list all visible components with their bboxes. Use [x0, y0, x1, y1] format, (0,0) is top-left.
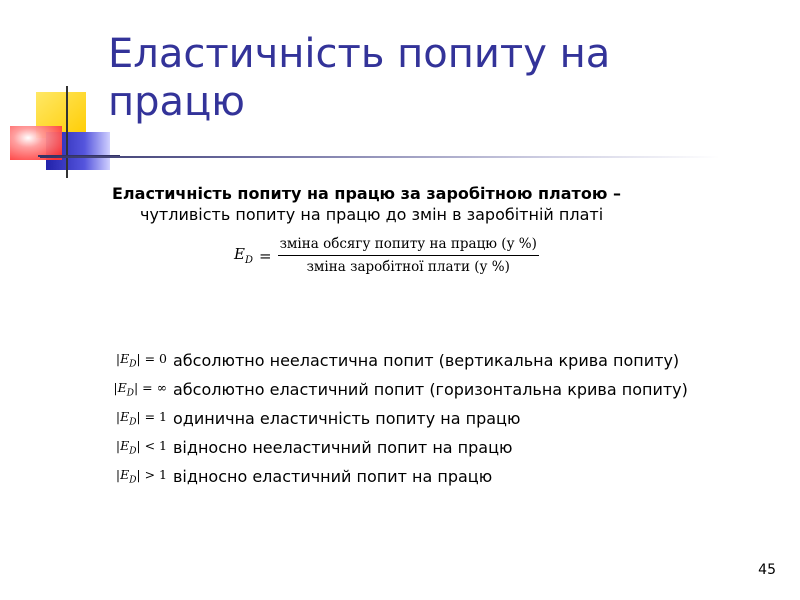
list-item — [97, 375, 777, 404]
list-item — [97, 433, 777, 462]
definition-term: Еластичність попиту на працю за заробітною платою – — [112, 184, 621, 203]
slide-title: Еластичність попиту на працю — [108, 31, 611, 125]
case-condition: $|E_D| = 1$ — [115, 409, 167, 428]
formula-numerator: зміна обсягу попиту на працю (у %) — [278, 236, 539, 256]
deco-red-square — [10, 126, 62, 160]
formula-lhs: $E_D$ — [234, 245, 253, 266]
case-condition: $|E_D|$ = ∞ — [113, 380, 167, 399]
list-item — [97, 346, 777, 375]
definition-text: чутливість попиту на працю до змін в заробітній платі — [140, 205, 604, 224]
definition-block — [112, 183, 752, 225]
case-condition: $|E_D| < 1$ — [115, 438, 167, 457]
elasticity-formula — [234, 236, 539, 275]
formula-equals: = — [258, 246, 272, 265]
case-description: відносно нееластичний попит на працю — [173, 438, 513, 457]
list-item — [97, 462, 777, 491]
slide-corner-decoration — [0, 0, 120, 190]
case-description: абсолютно нееластична попит (вертикальна крива попиту) — [173, 351, 680, 370]
page-number: 45 — [758, 562, 776, 578]
list-item — [97, 404, 777, 433]
formula-fraction — [278, 236, 539, 275]
case-description: відносно еластичний попит на працю — [173, 467, 493, 486]
case-condition: $|E_D| = 0$ — [115, 351, 167, 370]
title-divider — [40, 156, 720, 158]
case-description: абсолютно еластичний попит (горизонтальна крива попиту) — [173, 380, 688, 399]
formula-denominator: зміна заробітної плати (у %) — [306, 259, 510, 275]
case-description: одинична еластичність попиту на працю — [173, 409, 521, 428]
elasticity-cases-list — [97, 346, 777, 491]
case-condition: $|E_D| > 1$ — [115, 467, 167, 486]
